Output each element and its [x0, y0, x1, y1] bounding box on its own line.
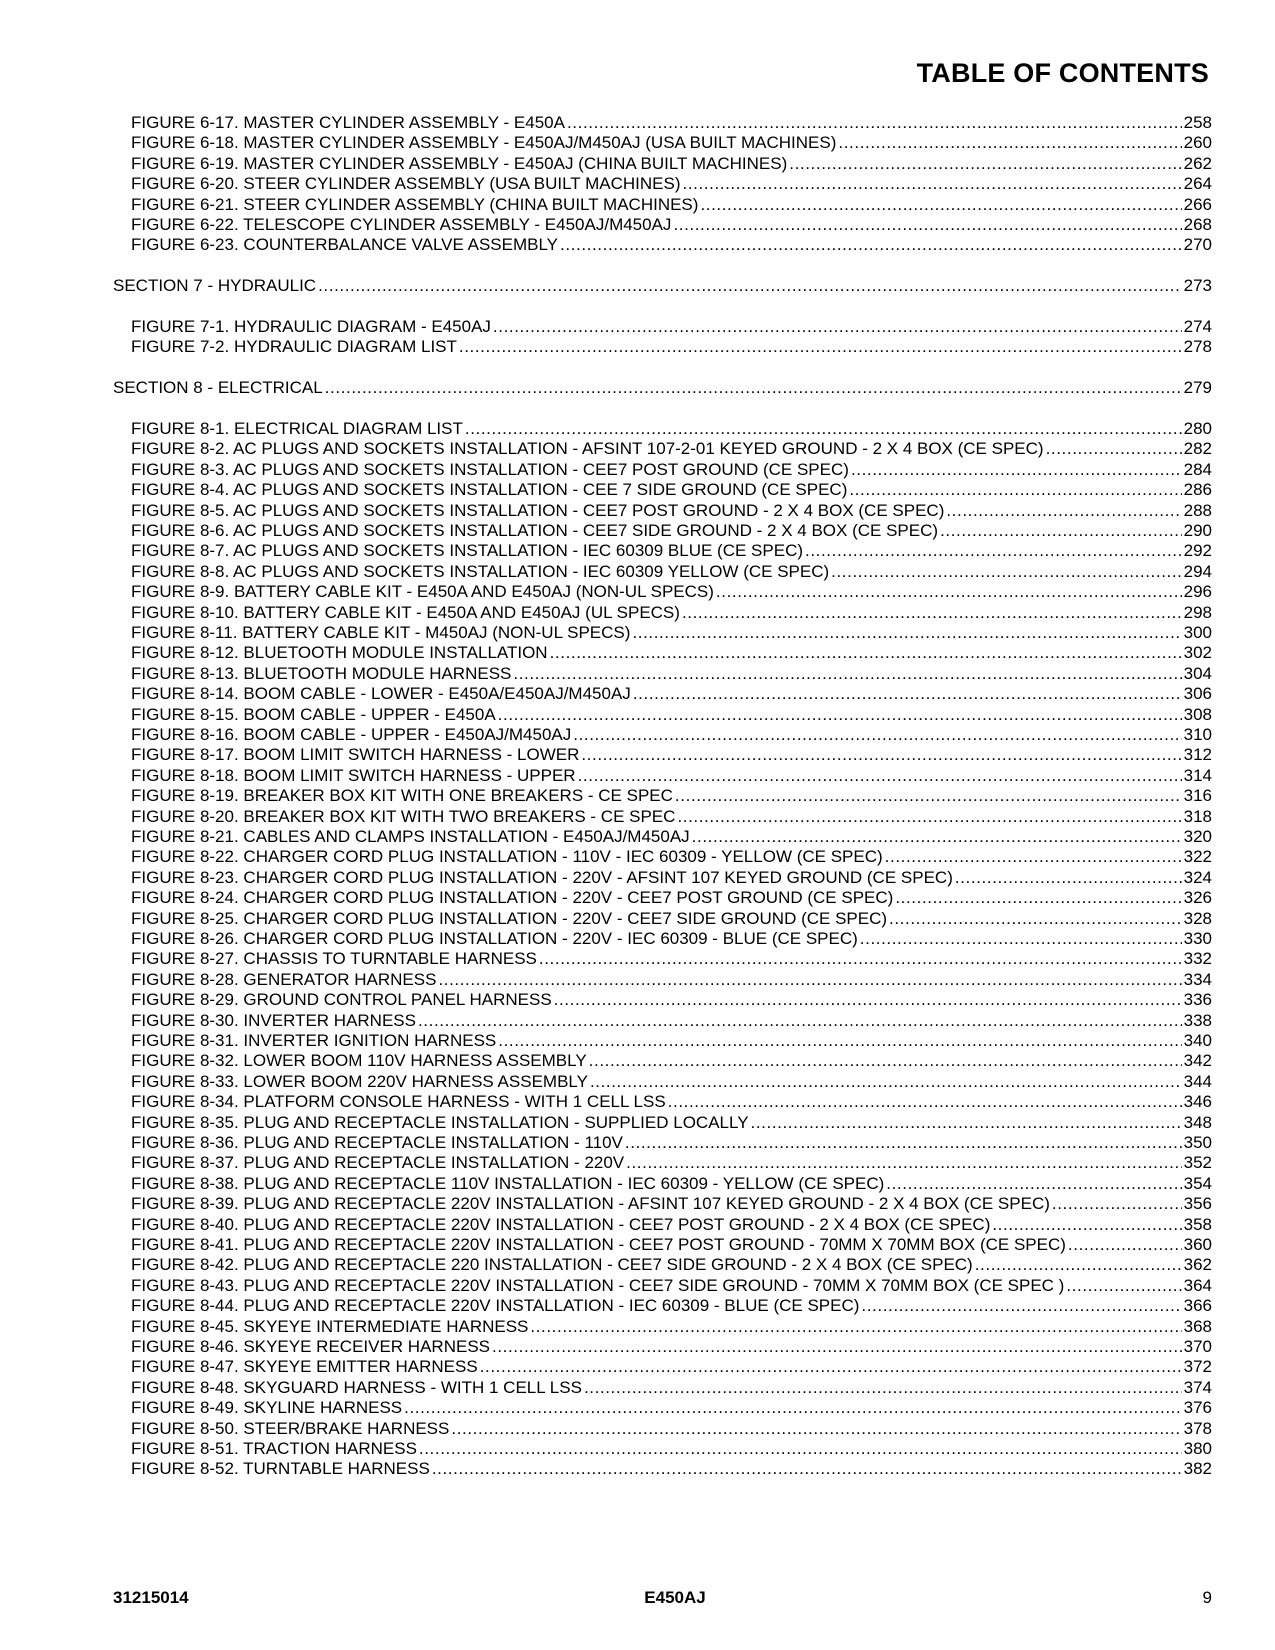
toc-dot-leader — [975, 1254, 1182, 1275]
toc-figure-entry[interactable] — [131, 418, 1212, 439]
toc-dot-leader — [404, 1397, 1181, 1418]
toc-entry-label: FIGURE 8-22. CHARGER CORD PLUG INSTALLATION - 110V - IEC 60309 - YELLOW (CE SPEC) — [131, 847, 883, 867]
toc-figure-entry[interactable] — [131, 1152, 1212, 1173]
toc-figure-entry[interactable] — [131, 1438, 1212, 1459]
toc-figure-entry[interactable] — [131, 1377, 1212, 1398]
toc-figure-entry[interactable] — [131, 1193, 1212, 1214]
toc-figure-entry[interactable] — [131, 785, 1212, 806]
page-number: 9 — [1202, 1588, 1212, 1607]
toc-entry-label: FIGURE 8-50. STEER/BRAKE HARNESS — [131, 1418, 450, 1438]
toc-dot-leader — [465, 418, 1182, 439]
toc-dot-leader — [513, 663, 1181, 684]
toc-entry-page: 268 — [1183, 215, 1212, 234]
toc-entry-label: FIGURE 8-5. AC PLUGS AND SOCKETS INSTALLATION - CEE7 POST GROUND - 2 X 4 BOX (CE SPEC) — [131, 500, 945, 520]
toc-entry-page: 288 — [1183, 500, 1212, 520]
toc-entry-label: FIGURE 8-13. BLUETOOTH MODULE HARNESS — [131, 663, 512, 683]
toc-dot-leader — [480, 1356, 1182, 1377]
toc-entry-label: FIGURE 8-47. SKYEYE EMITTER HARNESS — [131, 1357, 478, 1377]
toc-entry-label: FIGURE 8-23. CHARGER CORD PLUG INSTALLATION - 220V - AFSINT 107 KEYED GROUND (CE SPEC) — [131, 867, 953, 887]
toc-entry-page: 296 — [1183, 582, 1212, 602]
toc-entry-page: 308 — [1183, 704, 1212, 724]
toc-dot-leader — [860, 928, 1182, 949]
toc-figure-entry[interactable] — [131, 1336, 1212, 1357]
toc-figure-entry[interactable] — [131, 989, 1212, 1010]
toc-entry-label: FIGURE 8-39. PLUG AND RECEPTACLE 220V INSTALLATION - AFSINT 107 KEYED GROUND - 2 X 4 BOX (CE SPEC) — [131, 1194, 1050, 1214]
toc-entry-label: FIGURE 8-20. BREAKER BOX KIT WITH TWO BREAKERS - CE SPEC — [131, 806, 676, 826]
toc-entry-page: 316 — [1183, 786, 1212, 806]
toc-figure-entry[interactable] — [131, 581, 1212, 602]
toc-figure-entry[interactable] — [131, 724, 1212, 745]
toc-entry-label: FIGURE 8-34. PLATFORM CONSOLE HARNESS - WITH 1 CELL LSS — [131, 1092, 666, 1112]
toc-entry-label: FIGURE 8-31. INVERTER IGNITION HARNESS — [131, 1031, 497, 1050]
toc-entry-label: FIGURE 6-19. MASTER CYLINDER ASSEMBLY - E450AJ (CHINA BUILT MACHINES) — [131, 153, 788, 173]
toc-figure-entry[interactable] — [131, 969, 1212, 990]
toc-entry-label: FIGURE 8-48. SKYGUARD HARNESS - WITH 1 CELL LSS — [131, 1377, 582, 1397]
toc-entry-page: 344 — [1183, 1071, 1212, 1091]
toc-figure-entry[interactable] — [131, 1010, 1212, 1031]
toc-entry-page: 326 — [1183, 888, 1212, 908]
toc-entry-label: FIGURE 8-33. LOWER BOOM 220V HARNESS ASSEMBLY — [131, 1071, 588, 1091]
toc-figure-entry[interactable] — [131, 1254, 1212, 1275]
toc-dot-leader — [683, 173, 1182, 194]
toc-figure-entry[interactable] — [131, 500, 1212, 521]
toc-dot-leader — [633, 683, 1182, 704]
toc-dot-leader — [626, 1152, 1181, 1173]
toc-figure-entry[interactable] — [131, 1214, 1212, 1235]
toc-figure-entry[interactable] — [131, 1132, 1212, 1153]
toc-entry-label: FIGURE 8-8. AC PLUGS AND SOCKETS INSTALLATION - IEC 60309 YELLOW (CE SPEC) — [131, 561, 830, 581]
toc-figure-entry[interactable] — [131, 153, 1212, 174]
toc-entry-label: FIGURE 8-45. SKYEYE INTERMEDIATE HARNESS — [131, 1316, 529, 1336]
toc-dot-leader — [716, 581, 1182, 602]
toc-figure-entry[interactable] — [131, 928, 1212, 949]
toc-dot-leader — [632, 622, 1181, 643]
toc-entry-label: FIGURE 8-51. TRACTION HARNESS — [131, 1439, 417, 1458]
toc-figure-entry[interactable] — [131, 663, 1212, 684]
toc-entry-page: 342 — [1183, 1051, 1212, 1071]
toc-dot-leader — [895, 887, 1181, 908]
toc-dot-leader — [682, 602, 1182, 623]
toc-entry-page: 278 — [1183, 337, 1212, 357]
toc-dot-leader — [459, 336, 1182, 357]
toc-entry-label: FIGURE 8-35. PLUG AND RECEPTACLE INSTALLATION - SUPPLIED LOCALLY — [131, 1112, 749, 1132]
toc-dot-leader — [567, 112, 1182, 133]
toc-entry-page: 314 — [1183, 765, 1212, 785]
toc-entry-page: 312 — [1183, 745, 1212, 765]
toc-dot-leader — [451, 1418, 1181, 1439]
toc-entry-label: FIGURE 8-43. PLUG AND RECEPTACLE 220V INSTALLATION - CEE7 SIDE GROUND - 70MM X 70MM BOX (CE SPEC ) — [131, 1275, 1065, 1295]
toc-entry-label: FIGURE 8-30. INVERTER HARNESS — [131, 1010, 416, 1030]
toc-dot-leader — [492, 1336, 1182, 1357]
toc-entry-page: 366 — [1183, 1296, 1212, 1316]
toc-entry-page: 302 — [1183, 643, 1212, 663]
toc-entry-label: FIGURE 8-46. SKYEYE RECEIVER HARNESS — [131, 1337, 490, 1356]
toc-figure-entry[interactable] — [131, 438, 1212, 459]
toc-entry-page: 298 — [1183, 602, 1212, 622]
toc-figure-entry[interactable] — [131, 214, 1212, 235]
toc-entry-page: 306 — [1183, 684, 1212, 704]
toc-dot-leader — [573, 724, 1181, 745]
toc-dot-leader — [838, 132, 1181, 153]
toc-dot-leader — [584, 1377, 1182, 1398]
toc-entry-page: 336 — [1183, 990, 1212, 1010]
toc-dot-leader — [675, 785, 1182, 806]
toc-dot-leader — [438, 969, 1181, 990]
toc-figure-entry[interactable] — [131, 1030, 1212, 1051]
toc-entry-label: FIGURE 8-3. AC PLUGS AND SOCKETS INSTALLATION - CEE7 POST GROUND (CE SPEC) — [131, 459, 849, 479]
toc-entry-page: 382 — [1183, 1459, 1212, 1479]
toc-entry-page: 380 — [1183, 1439, 1212, 1458]
toc-figure-entry[interactable] — [131, 806, 1212, 827]
toc-entry-page: 356 — [1183, 1194, 1212, 1214]
toc-entry-label: FIGURE 6-22. TELESCOPE CYLINDER ASSEMBLY - E450AJ/M450AJ — [131, 215, 672, 234]
toc-dot-leader — [751, 1112, 1182, 1133]
toc-dot-leader — [805, 540, 1182, 561]
toc-entry-page: 282 — [1183, 439, 1212, 459]
toc-dot-leader — [493, 316, 1182, 337]
toc-dot-leader — [955, 867, 1182, 888]
toc-figure-entry[interactable] — [131, 1356, 1212, 1377]
toc-entry-page: 330 — [1183, 929, 1212, 948]
toc-entry-page: 334 — [1183, 969, 1212, 989]
toc-figure-entry[interactable] — [131, 1316, 1212, 1337]
toc-entry-page: 279 — [1183, 378, 1212, 398]
toc-entry-label: FIGURE 8-27. CHASSIS TO TURNTABLE HARNESS — [131, 949, 537, 969]
toc-entry-label: FIGURE 6-18. MASTER CYLINDER ASSEMBLY - E450AJ/M450AJ (USA BUILT MACHINES) — [131, 133, 837, 153]
toc-figure-entry[interactable] — [131, 561, 1212, 582]
toc-entry-page: 378 — [1183, 1418, 1212, 1438]
toc-dot-leader — [530, 1316, 1181, 1337]
toc-entry-label: FIGURE 8-10. BATTERY CABLE KIT - E450A AND E450AJ (UL SPECS) — [131, 602, 680, 622]
toc-entry-label: FIGURE 8-37. PLUG AND RECEPTACLE INSTALLATION - 220V — [131, 1153, 625, 1173]
toc-dot-leader — [498, 1030, 1181, 1051]
toc-entry-label: FIGURE 8-49. SKYLINE HARNESS — [131, 1398, 403, 1418]
toc-dot-leader — [318, 275, 1182, 296]
toc-section-entry[interactable] — [113, 377, 1212, 398]
toc-entry-page: 264 — [1183, 174, 1212, 194]
toc-entry-page: 364 — [1183, 1275, 1212, 1295]
toc-entry-label: FIGURE 7-1. HYDRAULIC DIAGRAM - E450AJ — [131, 317, 491, 336]
toc-dot-leader — [498, 704, 1182, 725]
toc-figure-entry[interactable] — [131, 908, 1212, 929]
toc-entry-page: 354 — [1183, 1173, 1212, 1193]
toc-dot-leader — [851, 459, 1182, 480]
page-title: TABLE OF CONTENTS — [916, 58, 1209, 88]
toc-figure-entry[interactable] — [131, 887, 1212, 908]
toc-entry-page: 273 — [1183, 276, 1212, 296]
toc-figure-entry[interactable] — [131, 642, 1212, 663]
toc-figure-entry[interactable] — [131, 846, 1212, 867]
toc-entry-label: SECTION 7 - HYDRAULIC — [113, 276, 317, 296]
toc-figure-entry[interactable] — [131, 1112, 1212, 1133]
toc-dot-leader — [885, 846, 1182, 867]
toc-entry-label: FIGURE 8-14. BOOM CABLE - LOWER - E450A/E450AJ/M450AJ — [131, 684, 631, 704]
toc-entry-label: FIGURE 8-16. BOOM CABLE - UPPER - E450AJ/M450AJ — [131, 725, 572, 744]
toc-entry-page: 260 — [1183, 133, 1212, 153]
toc-dot-leader — [831, 561, 1181, 582]
toc-dot-leader — [432, 1458, 1182, 1479]
toc-entry-label: FIGURE 8-18. BOOM LIMIT SWITCH HARNESS - UPPER — [131, 765, 576, 785]
toc-dot-leader — [590, 1071, 1182, 1092]
toc-entry-page: 362 — [1183, 1255, 1212, 1275]
toc-entry-label: SECTION 8 - ELECTRICAL — [113, 378, 323, 398]
toc-entry-label: FIGURE 8-21. CABLES AND CLAMPS INSTALLATION - E450AJ/M450AJ — [131, 827, 690, 846]
toc-dot-leader — [886, 1173, 1181, 1194]
toc-figure-entry[interactable] — [131, 459, 1212, 480]
toc-entry-label: FIGURE 8-17. BOOM LIMIT SWITCH HARNESS - LOWER — [131, 745, 580, 765]
toc-entry-label: FIGURE 8-41. PLUG AND RECEPTACLE 220V INSTALLATION - CEE7 POST GROUND - 70MM X 70MM BOX (CE SPEC) — [131, 1235, 1066, 1254]
toc-entry-label: FIGURE 8-25. CHARGER CORD PLUG INSTALLATION - 220V - CEE7 SIDE GROUND (CE SPEC) — [131, 908, 888, 928]
toc-entry-page: 368 — [1183, 1316, 1212, 1336]
toc-entry-page: 290 — [1183, 521, 1212, 540]
toc-entry-page: 350 — [1183, 1133, 1212, 1152]
toc-figure-entry[interactable] — [131, 867, 1212, 888]
toc-entry-page: 286 — [1183, 480, 1212, 500]
toc-entry-label: FIGURE 8-40. PLUG AND RECEPTACLE 220V INSTALLATION - CEE7 POST GROUND - 2 X 4 BOX (CE SPEC) — [131, 1214, 991, 1234]
toc-entry-page: 300 — [1183, 623, 1212, 642]
toc-figure-entry[interactable] — [131, 744, 1212, 765]
toc-entry-page: 262 — [1183, 153, 1212, 173]
toc-figure-entry[interactable] — [131, 520, 1212, 541]
toc-figure-entry[interactable] — [131, 704, 1212, 725]
toc-entry-label: FIGURE 8-2. AC PLUGS AND SOCKETS INSTALLATION - AFSINT 107-2-01 KEYED GROUND - 2 X 4 BOX (CE SPEC) — [131, 439, 1044, 459]
toc-entry-label: FIGURE 8-26. CHARGER CORD PLUG INSTALLATION - 220V - IEC 60309 - BLUE (CE SPEC) — [131, 929, 858, 948]
toc-entry-label: FIGURE 8-4. AC PLUGS AND SOCKETS INSTALLATION - CEE 7 SIDE GROUND (CE SPEC) — [131, 480, 848, 500]
toc-dot-leader — [789, 153, 1181, 174]
toc-figure-entry[interactable] — [131, 1275, 1212, 1296]
toc-dot-leader — [625, 1132, 1182, 1153]
toc-entry-label: FIGURE 8-6. AC PLUGS AND SOCKETS INSTALLATION - CEE7 SIDE GROUND - 2 X 4 BOX (CE SPEC) — [131, 521, 939, 540]
toc-entry-label: FIGURE 8-44. PLUG AND RECEPTACLE 220V INSTALLATION - IEC 60309 - BLUE (CE SPEC) — [131, 1296, 860, 1316]
toc-figure-entry[interactable] — [131, 602, 1212, 623]
toc-entry-label: FIGURE 7-2. HYDRAULIC DIAGRAM LIST — [131, 337, 457, 357]
toc-entry-label: FIGURE 6-20. STEER CYLINDER ASSEMBLY (USA BUILT MACHINES) — [131, 174, 681, 194]
toc-figure-entry[interactable] — [131, 622, 1212, 643]
toc-figure-entry[interactable] — [131, 1071, 1212, 1092]
toc-entry-page: 358 — [1183, 1214, 1212, 1234]
toc-entry-page: 374 — [1183, 1377, 1212, 1397]
toc-dot-leader — [560, 234, 1182, 255]
toc-entry-page: 310 — [1183, 725, 1212, 744]
toc-dot-leader — [550, 642, 1182, 663]
toc-entry-label: FIGURE 8-7. AC PLUGS AND SOCKETS INSTALLATION - IEC 60309 BLUE (CE SPEC) — [131, 541, 804, 561]
toc-dot-leader — [1068, 1234, 1182, 1255]
toc-entry-label: FIGURE 8-11. BATTERY CABLE KIT - M450AJ (NON-UL SPECS) — [131, 623, 631, 642]
toc-entry-page: 340 — [1183, 1031, 1212, 1050]
toc-figure-entry[interactable] — [131, 765, 1212, 786]
toc-dot-leader — [1052, 1193, 1182, 1214]
toc-figure-entry[interactable] — [131, 1173, 1212, 1194]
toc-entry-page: 348 — [1183, 1112, 1212, 1132]
toc-entry-label: FIGURE 8-24. CHARGER CORD PLUG INSTALLATION - 220V - CEE7 POST GROUND (CE SPEC) — [131, 888, 894, 908]
toc-figure-entry[interactable] — [131, 1295, 1212, 1316]
toc-entry-page: 270 — [1183, 235, 1212, 255]
toc-figure-entry[interactable] — [131, 316, 1212, 337]
toc-dot-leader — [1066, 1275, 1181, 1296]
toc-entry-label: FIGURE 6-17. MASTER CYLINDER ASSEMBLY - E450A — [131, 113, 565, 132]
toc-figure-entry[interactable] — [131, 683, 1212, 704]
toc-entry-label: FIGURE 8-29. GROUND CONTROL PANEL HARNESS — [131, 990, 552, 1010]
toc-entry-page: 280 — [1183, 419, 1212, 438]
toc-dot-leader — [668, 1091, 1182, 1112]
toc-entry-label: FIGURE 8-38. PLUG AND RECEPTACLE 110V INSTALLATION - IEC 60309 - YELLOW (CE SPEC) — [131, 1173, 885, 1193]
toc-figure-entry[interactable] — [131, 194, 1212, 215]
toc-entry-page: 320 — [1183, 827, 1212, 846]
toc-entry-page: 332 — [1183, 949, 1212, 969]
toc-figure-entry[interactable] — [131, 234, 1212, 255]
toc-figure-entry[interactable] — [131, 1234, 1212, 1255]
toc-dot-leader — [692, 826, 1182, 847]
toc-figure-entry[interactable] — [131, 479, 1212, 500]
toc-entry-page: 324 — [1183, 867, 1212, 887]
toc-dot-leader — [325, 377, 1182, 398]
toc-entry-page: 360 — [1183, 1235, 1212, 1254]
toc-dot-leader — [539, 948, 1182, 969]
toc-figure-entry[interactable] — [131, 1418, 1212, 1439]
toc-entry-page: 328 — [1183, 908, 1212, 928]
toc-dot-leader — [946, 500, 1181, 521]
toc-figure-entry[interactable] — [131, 948, 1212, 969]
toc-dot-leader — [578, 765, 1182, 786]
toc-entry-label: FIGURE 8-9. BATTERY CABLE KIT - E450A AND E450AJ (NON-UL SPECS) — [131, 582, 714, 602]
toc-dot-leader — [589, 1050, 1182, 1071]
toc-entry-page: 372 — [1183, 1357, 1212, 1377]
toc-entry-page: 338 — [1183, 1010, 1212, 1030]
toc-entry-label: FIGURE 8-32. LOWER BOOM 110V HARNESS ASSEMBLY — [131, 1051, 587, 1071]
document-number: 31215014 — [113, 1588, 189, 1607]
toc-entry-page: 376 — [1183, 1398, 1212, 1418]
toc-entry-label: FIGURE 6-23. COUNTERBALANCE VALVE ASSEMBLY — [131, 235, 559, 255]
toc-entry-page: 274 — [1183, 317, 1212, 336]
toc-dot-leader — [673, 214, 1181, 235]
toc-entry-page: 292 — [1183, 541, 1212, 561]
toc-figure-entry[interactable] — [131, 173, 1212, 194]
toc-figure-entry[interactable] — [131, 1091, 1212, 1112]
toc-figure-entry[interactable] — [131, 1458, 1212, 1479]
toc-entry-label: FIGURE 8-1. ELECTRICAL DIAGRAM LIST — [131, 419, 463, 438]
toc-entry-page: 352 — [1183, 1153, 1212, 1173]
toc-entry-page: 258 — [1183, 113, 1212, 132]
toc-entry-page: 318 — [1183, 806, 1212, 826]
toc-dot-leader — [940, 520, 1182, 541]
toc-section-entry[interactable] — [113, 275, 1212, 296]
toc-dot-leader — [581, 744, 1181, 765]
toc-dot-leader — [418, 1010, 1182, 1031]
toc-dot-leader — [861, 1295, 1181, 1316]
toc-entry-page: 284 — [1183, 459, 1212, 479]
toc-entry-page: 304 — [1183, 663, 1212, 683]
toc-dot-leader — [677, 806, 1181, 827]
toc-dot-leader — [889, 908, 1182, 929]
toc-dot-leader — [849, 479, 1181, 500]
toc-figure-entry[interactable] — [131, 1397, 1212, 1418]
toc-figure-entry[interactable] — [131, 112, 1212, 133]
toc-entry-page: 294 — [1183, 561, 1212, 581]
toc-dot-leader — [992, 1214, 1181, 1235]
toc-dot-leader — [419, 1438, 1182, 1459]
toc-entry-label: FIGURE 8-42. PLUG AND RECEPTACLE 220 INSTALLATION - CEE7 SIDE GROUND - 2 X 4 BOX (CE SPEC) — [131, 1255, 973, 1275]
toc-figure-entry[interactable] — [131, 826, 1212, 847]
toc-entry-label: FIGURE 8-28. GENERATOR HARNESS — [131, 969, 437, 989]
toc-dot-leader — [1046, 438, 1182, 459]
toc-entry-label: FIGURE 8-52. TURNTABLE HARNESS — [131, 1459, 430, 1479]
toc-entry-page: 322 — [1183, 847, 1212, 867]
toc-entry-label: FIGURE 6-21. STEER CYLINDER ASSEMBLY (CHINA BUILT MACHINES) — [131, 194, 699, 214]
toc-figure-entry[interactable] — [131, 1050, 1212, 1071]
toc-dot-leader — [700, 194, 1181, 215]
toc-entry-label: FIGURE 8-15. BOOM CABLE - UPPER - E450A — [131, 704, 496, 724]
toc-entry-page: 370 — [1183, 1337, 1212, 1356]
toc-entry-label: FIGURE 8-12. BLUETOOTH MODULE INSTALLATION — [131, 643, 548, 663]
toc-figure-entry[interactable] — [131, 540, 1212, 561]
toc-dot-leader — [554, 989, 1182, 1010]
toc-entry-label: FIGURE 8-36. PLUG AND RECEPTACLE INSTALLATION - 110V — [131, 1133, 623, 1152]
toc-entry-page: 346 — [1183, 1092, 1212, 1112]
toc-figure-entry[interactable] — [131, 132, 1212, 153]
toc-figure-entry[interactable] — [131, 336, 1212, 357]
toc-entry-label: FIGURE 8-19. BREAKER BOX KIT WITH ONE BREAKERS - CE SPEC — [131, 786, 673, 806]
toc-entry-page: 266 — [1183, 194, 1212, 214]
model-name: E450AJ — [644, 1588, 706, 1607]
